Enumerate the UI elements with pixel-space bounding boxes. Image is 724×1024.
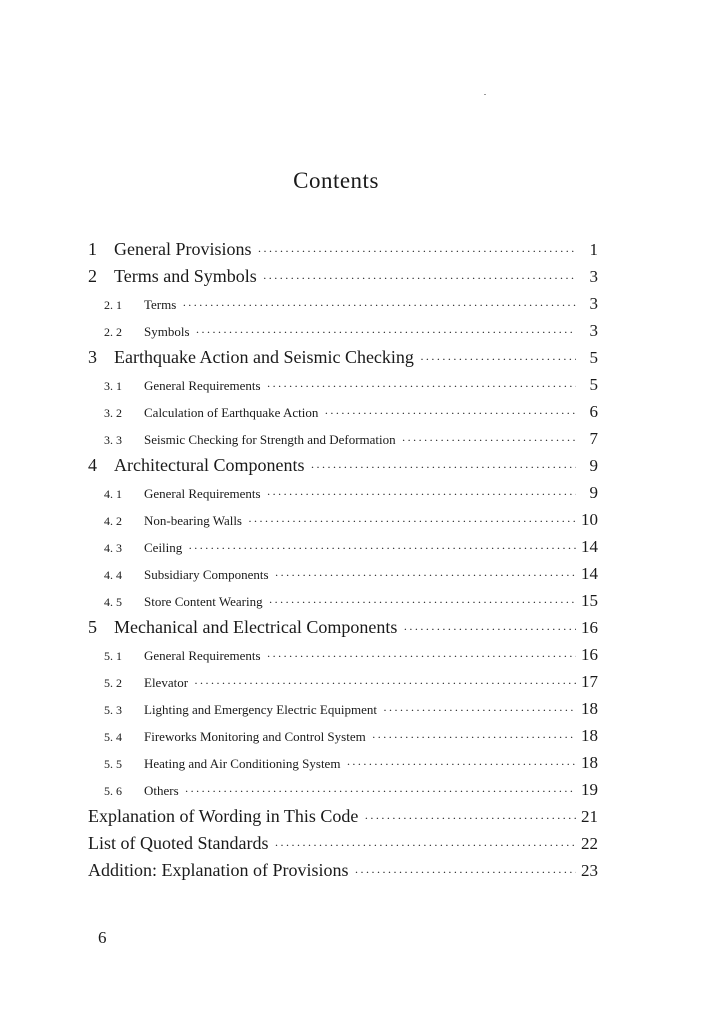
toc-entry-page: 5 bbox=[589, 348, 598, 367]
toc-entry-number: 3. 3 bbox=[104, 433, 122, 447]
toc-section-entry[interactable] bbox=[88, 398, 598, 425]
toc-entry-title: Store Content Wearing bbox=[144, 594, 263, 609]
toc-entry-title: List of Quoted Standards bbox=[88, 833, 269, 853]
toc-entry-number: 4. 4 bbox=[104, 568, 122, 582]
toc-entry-number: 4. 2 bbox=[104, 514, 122, 528]
toc-chapter-entry[interactable] bbox=[88, 857, 598, 884]
dot-leader bbox=[324, 400, 576, 427]
toc-entry-title: Others bbox=[144, 783, 179, 798]
toc-entry-title: Architectural Components bbox=[114, 455, 305, 475]
dot-leader bbox=[269, 589, 576, 616]
toc-section-entry[interactable] bbox=[88, 560, 598, 587]
toc-entry-page: 7 bbox=[589, 429, 598, 448]
toc-chapter-entry[interactable] bbox=[88, 452, 598, 479]
toc-section-entry[interactable] bbox=[88, 695, 598, 722]
toc-entry-number: 4 bbox=[88, 455, 97, 475]
dot-leader bbox=[355, 859, 577, 886]
toc-entry-title: Calculation of Earthquake Action bbox=[144, 405, 319, 420]
toc-section-entry[interactable] bbox=[88, 317, 598, 344]
dot-leader bbox=[263, 265, 576, 292]
toc-entry-page: 3 bbox=[589, 321, 598, 340]
page-number: 6 bbox=[98, 928, 107, 947]
toc-section-entry[interactable] bbox=[88, 506, 598, 533]
toc-entry-number: 3 bbox=[88, 347, 97, 367]
toc-entry-title: Addition: Explanation of Provisions bbox=[88, 860, 349, 880]
toc-entry-number: 5. 5 bbox=[104, 757, 122, 771]
dot-leader bbox=[346, 751, 576, 778]
toc-section-entry[interactable] bbox=[88, 776, 598, 803]
dot-leader bbox=[383, 697, 576, 724]
dot-leader bbox=[248, 508, 576, 535]
toc-entry-page: 15 bbox=[581, 591, 598, 610]
toc-entry-page: 21 bbox=[581, 807, 598, 826]
toc-entry-title: Ceiling bbox=[144, 540, 183, 555]
toc-entry-title: Symbols bbox=[144, 324, 190, 339]
toc-entry-title: Terms bbox=[144, 297, 177, 312]
dot-leader bbox=[188, 535, 576, 562]
dot-leader bbox=[182, 292, 576, 319]
toc-entry-page: 1 bbox=[589, 240, 598, 259]
toc-entry-page: 19 bbox=[581, 780, 598, 799]
toc-entry-number: 5. 1 bbox=[104, 649, 122, 663]
toc-section-entry[interactable] bbox=[88, 479, 598, 506]
dot-leader bbox=[372, 724, 576, 751]
scan-speck bbox=[484, 94, 486, 95]
toc-entry-number: 3. 1 bbox=[104, 379, 122, 393]
toc-entry-number: 5 bbox=[88, 617, 97, 637]
toc-entry-title: Fireworks Monitoring and Control System bbox=[144, 729, 366, 744]
toc-entry-title: Terms and Symbols bbox=[114, 266, 257, 286]
toc-entry-page: 16 bbox=[581, 618, 598, 637]
dot-leader bbox=[310, 454, 576, 481]
toc-entry-number: 5. 2 bbox=[104, 676, 122, 690]
toc-entry-title: Seismic Checking for Strength and Deformation bbox=[144, 432, 396, 447]
toc-entry-title: General Requirements bbox=[144, 378, 261, 393]
toc-section-entry[interactable] bbox=[88, 749, 598, 776]
toc-entry-page: 5 bbox=[589, 375, 598, 394]
dot-leader bbox=[257, 238, 576, 265]
toc-section-entry[interactable] bbox=[88, 641, 598, 668]
toc-entry-title: General Provisions bbox=[114, 239, 252, 259]
toc-entry-number: 4. 1 bbox=[104, 487, 122, 501]
table-of-contents bbox=[88, 236, 598, 884]
toc-entry-title: Lighting and Emergency Electric Equipment bbox=[144, 702, 377, 717]
toc-entry-page: 9 bbox=[589, 483, 598, 502]
toc-entry-number: 5. 6 bbox=[104, 784, 122, 798]
toc-section-entry[interactable] bbox=[88, 533, 598, 560]
toc-section-entry[interactable] bbox=[88, 668, 598, 695]
dot-leader bbox=[403, 616, 576, 643]
dot-leader bbox=[267, 373, 576, 400]
toc-chapter-entry[interactable] bbox=[88, 263, 598, 290]
toc-entry-number: 4. 3 bbox=[104, 541, 122, 555]
toc-entry-page: 23 bbox=[581, 861, 598, 880]
toc-entry-page: 16 bbox=[581, 645, 598, 664]
toc-entry-page: 22 bbox=[581, 834, 598, 853]
toc-entry-number: 5. 3 bbox=[104, 703, 122, 717]
toc-chapter-entry[interactable] bbox=[88, 236, 598, 263]
toc-entry-page: 14 bbox=[581, 564, 598, 583]
toc-entry-number: 3. 2 bbox=[104, 406, 122, 420]
toc-entry-page: 18 bbox=[581, 753, 598, 772]
toc-entry-title: Elevator bbox=[144, 675, 189, 690]
toc-entry-title: General Requirements bbox=[144, 648, 261, 663]
toc-entry-title: Explanation of Wording in This Code bbox=[88, 806, 359, 826]
toc-chapter-entry[interactable] bbox=[88, 830, 598, 857]
toc-entry-page: 17 bbox=[581, 672, 598, 691]
toc-section-entry[interactable] bbox=[88, 290, 598, 317]
dot-leader bbox=[274, 832, 576, 859]
toc-entry-title: Non-bearing Walls bbox=[144, 513, 242, 528]
page-title: Contents bbox=[293, 168, 379, 193]
toc-entry-title: General Requirements bbox=[144, 486, 261, 501]
toc-section-entry[interactable] bbox=[88, 371, 598, 398]
toc-chapter-entry[interactable] bbox=[88, 614, 598, 641]
dot-leader bbox=[267, 643, 576, 670]
toc-entry-number: 2. 2 bbox=[104, 325, 122, 339]
dot-leader bbox=[196, 319, 576, 346]
dot-leader bbox=[420, 346, 576, 373]
dot-leader bbox=[194, 670, 576, 697]
dot-leader bbox=[185, 778, 576, 805]
toc-section-entry[interactable] bbox=[88, 425, 598, 452]
toc-chapter-entry[interactable] bbox=[88, 803, 598, 830]
toc-entry-page: 14 bbox=[581, 537, 598, 556]
toc-section-entry[interactable] bbox=[88, 722, 598, 749]
toc-entry-page: 3 bbox=[589, 267, 598, 286]
toc-entry-page: 18 bbox=[581, 699, 598, 718]
dot-leader bbox=[267, 481, 576, 508]
toc-entry-title: Subsidiary Components bbox=[144, 567, 269, 582]
toc-entry-number: 4. 5 bbox=[104, 595, 122, 609]
toc-entry-page: 3 bbox=[589, 294, 598, 313]
toc-entry-number: 1 bbox=[88, 239, 97, 259]
toc-entry-number: 2. 1 bbox=[104, 298, 122, 312]
toc-entry-number: 5. 4 bbox=[104, 730, 122, 744]
toc-entry-title: Earthquake Action and Seismic Checking bbox=[114, 347, 414, 367]
dot-leader bbox=[402, 427, 576, 454]
toc-entry-title: Heating and Air Conditioning System bbox=[144, 756, 341, 771]
toc-entry-number: 2 bbox=[88, 266, 97, 286]
toc-chapter-entry[interactable] bbox=[88, 344, 598, 371]
toc-entry-title: Mechanical and Electrical Components bbox=[114, 617, 398, 637]
toc-entry-page: 18 bbox=[581, 726, 598, 745]
toc-entry-page: 6 bbox=[589, 402, 598, 421]
toc-entry-page: 9 bbox=[589, 456, 598, 475]
toc-section-entry[interactable] bbox=[88, 587, 598, 614]
dot-leader bbox=[275, 562, 576, 589]
toc-entry-page: 10 bbox=[581, 510, 598, 529]
dot-leader bbox=[364, 805, 576, 832]
